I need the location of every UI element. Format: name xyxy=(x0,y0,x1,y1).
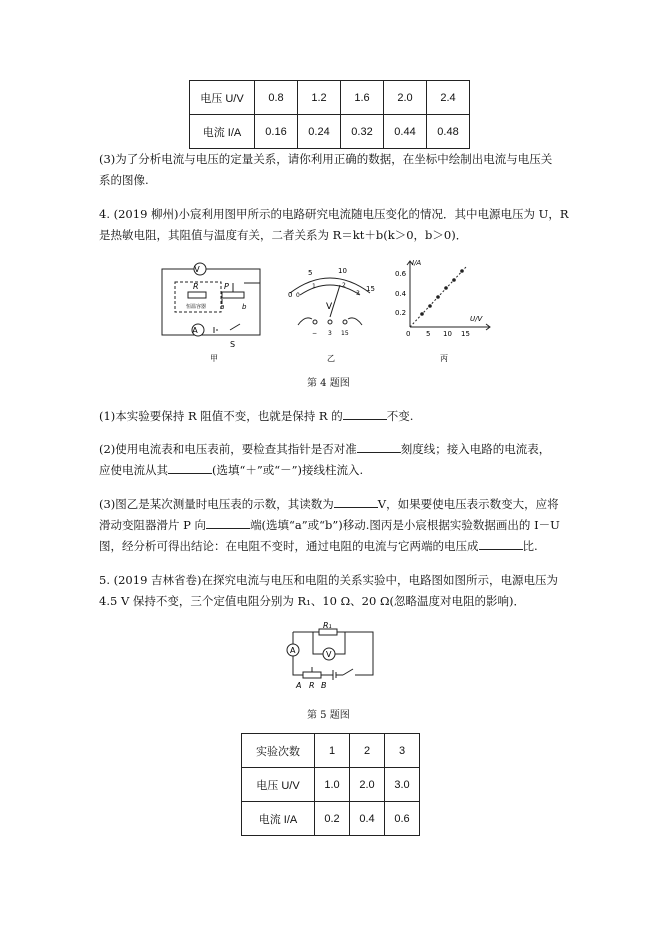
table-cell: 0.32 xyxy=(341,115,384,149)
switch-label: S xyxy=(230,340,236,349)
answer-blank[interactable] xyxy=(206,517,250,529)
fig5-end-b-label: B xyxy=(321,681,327,690)
figure-5-caption: 第 5 题图 xyxy=(307,710,350,721)
question-4-part-2-line-2: 应使电流从其 (选填“＋”或“－”)接线柱流入. xyxy=(99,463,364,477)
row-header: 电流 I/A xyxy=(190,115,255,149)
table-row xyxy=(190,81,470,115)
table-cell: 2 xyxy=(350,734,385,768)
table-cell: 0.2 xyxy=(315,802,350,836)
meter-inner-tick: 1 xyxy=(312,283,316,290)
question-4-part-1: (1)本实验要保持 R 阻值不变，也就是保持 R 的 不变. xyxy=(99,409,414,423)
answer-blank[interactable] xyxy=(168,462,212,474)
table-row xyxy=(242,768,420,802)
graph-xtick: 15 xyxy=(461,330,470,338)
table-cell: 0.8 xyxy=(255,81,298,115)
table-cell: 2.0 xyxy=(350,768,385,802)
table-cell: 1.2 xyxy=(298,81,341,115)
meter-tick: 0 xyxy=(288,291,293,299)
row-header: 电压 U/V xyxy=(242,768,315,802)
question-4-part-3-line-3: 图，经分析可得出结论：在电阻不变时，通过电阻的电流与它两端的电压成 比. xyxy=(99,539,538,553)
figure-label-jia: 甲 xyxy=(210,354,218,363)
table-cell: 0.4 xyxy=(350,802,385,836)
graph-xlabel: U/V xyxy=(470,315,483,323)
figure-label-bing: 丙 xyxy=(440,354,448,363)
answer-blank[interactable] xyxy=(357,441,401,453)
row-header: 电压 U/V xyxy=(190,81,255,115)
graph-xtick: 5 xyxy=(426,330,431,338)
meter-tick: 15 xyxy=(366,285,375,293)
table-cell: 3.0 xyxy=(385,768,420,802)
resistor-label: R xyxy=(193,282,199,291)
question-4-part-3-line-1: (3)图乙是某次测量时电压表的示数，其读数为 V，如果要使电压表示数变大，应将 xyxy=(99,497,559,511)
table-row xyxy=(242,734,420,768)
answer-blank[interactable] xyxy=(334,496,378,508)
question-4-intro-line-1: 4. (2019 柳州)小宸利用图甲所示的电路研究电流随电压变化的情况．其中电源电压为 U，R xyxy=(99,207,569,221)
row-header: 实验次数 xyxy=(242,734,315,768)
question-5-intro-line-2: 4.5 V 保持不变，三个定值电阻分别为 R₁、10 Ω、20 Ω(忽略温度对电阻的影响)． xyxy=(99,594,525,608)
table-cell: 0.44 xyxy=(384,115,427,149)
question-4-part-2-line-1: (2)使用电流表和电压表前，要检查其指针是否对准 刻度线；接入电路的电流表， xyxy=(99,442,551,456)
question-3-prev-line-1: (3)为了分析电流与电压的定量关系，请你利用正确的数据，在坐标中绘制出电流与电压关 xyxy=(99,152,553,166)
thermostat-label: 恒温容器 xyxy=(186,304,207,310)
figure-5 xyxy=(283,620,383,692)
table-row xyxy=(242,802,420,836)
fig5-ammeter-label: A xyxy=(290,646,296,655)
fig5-slider-label: R xyxy=(309,681,315,690)
meter-unit: V xyxy=(326,302,333,312)
table-cell: 0.6 xyxy=(385,802,420,836)
graph-ytick: 0.4 xyxy=(395,290,407,298)
meter-tick: 10 xyxy=(338,267,347,275)
meter-inner-tick: 2 xyxy=(342,282,346,289)
terminal-label: − xyxy=(312,330,318,337)
meter-inner-tick: 0 xyxy=(296,292,300,299)
voltmeter-label: V xyxy=(194,265,200,274)
table-cell: 3 xyxy=(385,734,420,768)
question-4-part-3-line-2: 滑动变阻器滑片 P 向 端(选填“a”或“b”)移动.图丙是小宸根据实验数据画出的 I－U xyxy=(99,518,560,532)
figure-4 xyxy=(150,255,510,365)
graph-ytick: 0.2 xyxy=(395,309,407,317)
end-b-label: b xyxy=(242,303,247,311)
graph-xtick: 0 xyxy=(406,330,411,338)
table-cell: 0.24 xyxy=(298,115,341,149)
meter-tick: 5 xyxy=(308,269,313,277)
circuit-jia xyxy=(162,263,260,336)
voltage-current-table-1 xyxy=(189,80,470,149)
row-header: 电流 I/A xyxy=(242,802,315,836)
table-cell: 1 xyxy=(315,734,350,768)
terminal-label: 15 xyxy=(341,330,349,337)
table-cell: 2.4 xyxy=(427,81,470,115)
question-5-intro-line-1: 5. (2019 吉林省卷)在探究电流与电压和电阻的关系实验中，电路图如图所示，电源电压为 xyxy=(99,573,559,587)
question-4-intro-line-2: 是热敏电阻，其阻值与温度有关，二者关系为 R＝kt＋b(k＞0，b＞0)． xyxy=(99,228,468,242)
answer-blank[interactable] xyxy=(343,408,387,420)
table-cell: 1.0 xyxy=(315,768,350,802)
answer-blank[interactable] xyxy=(479,538,523,550)
table-cell: 1.6 xyxy=(341,81,384,115)
meter-inner-tick: 3 xyxy=(356,290,360,297)
table-cell: 0.48 xyxy=(427,115,470,149)
experiment-table-5 xyxy=(241,733,420,836)
ammeter-label: A xyxy=(192,326,198,335)
terminal-label: 3 xyxy=(328,330,332,337)
question-3-prev-line-2: 系的图像. xyxy=(99,173,149,187)
fig5-voltmeter-label: V xyxy=(326,650,332,659)
graph-ytick: 0.6 xyxy=(395,270,407,278)
figure-label-yi: 乙 xyxy=(327,354,335,363)
table-cell: 2.0 xyxy=(384,81,427,115)
fig5-resistor-label: R₁ xyxy=(323,621,332,630)
table-cell: 0.16 xyxy=(255,115,298,149)
graph-ylabel: I/A xyxy=(412,259,422,267)
fig5-end-a-label: A xyxy=(296,681,302,690)
end-a-label: a xyxy=(220,303,225,311)
slider-p-label: P xyxy=(224,282,229,291)
figure-4-caption: 第 4 题图 xyxy=(307,378,350,389)
table-row xyxy=(190,115,470,149)
graph-xtick: 10 xyxy=(443,330,452,338)
